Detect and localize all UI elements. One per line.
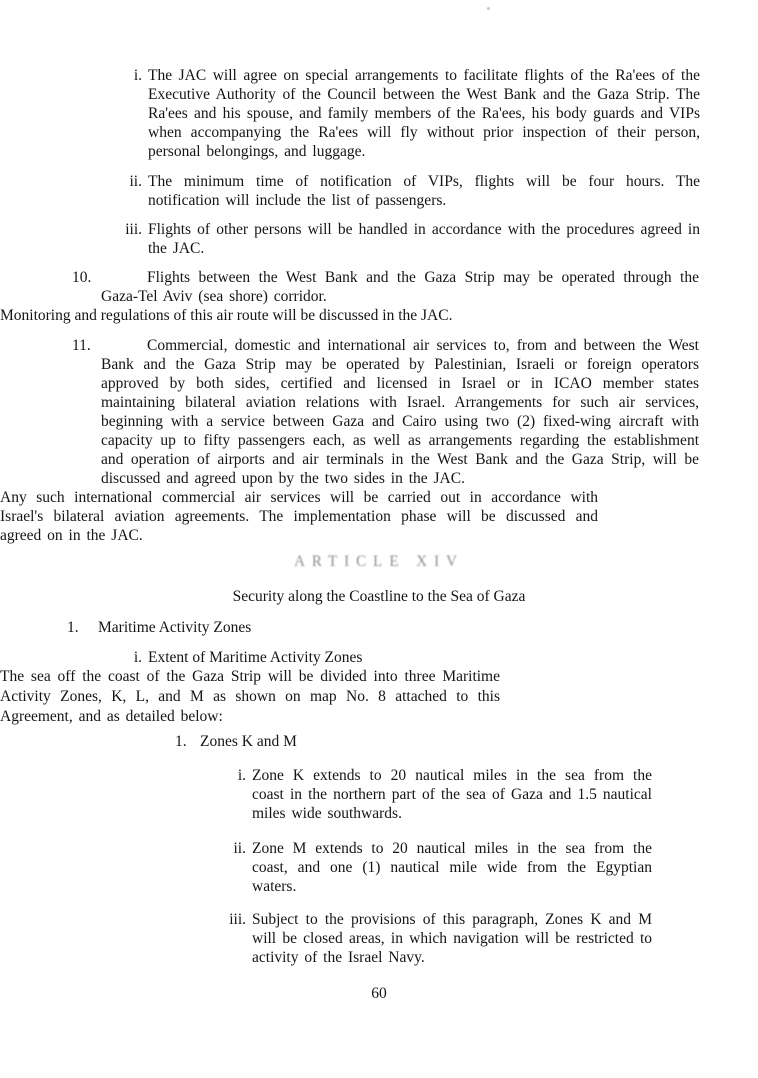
clause-11-text: Commercial, domestic and international air services to, from and between the West Bank and the Gaza Strip may be operated by Palestinian, Israeli or foreign operators approved by both sides, certified and licensed in Israel or in ICAO member states maintaining bilateral aviation relations with Israel. Arrangements for such air services, beginning with a service between Gaza and Cairo using two (2) fixed-wing aircraft with capacity up to fifty passengers each, as well as arrangements regarding the establishment and operation of airports and air terminals in the West Bank and the Gaza Strip, will be discussed and agreed upon by the two sides in the JAC.	[101, 337, 699, 487]
air-subclause-ii	[129, 172, 700, 210]
closed-areas-subclause	[229, 910, 652, 967]
air-subclause-ii-text: The minimum time of notification of VIPs, flights will be four hours. The notification will include the list of passengers.	[148, 173, 700, 209]
air-subclause-iii-text: Flights of other persons will be handled in accordance with the procedures agreed in the JAC.	[148, 221, 700, 257]
list-marker-iii: iii.	[125, 221, 142, 238]
zone-m-subclause	[233, 839, 652, 896]
closed-areas-marker: iii.	[229, 911, 246, 928]
article-title: Security along the Coastline to the Sea of Gaza	[232, 588, 526, 605]
zones-k-m-title: Zones K and M	[200, 733, 297, 750]
clause-10-text: Flights between the West Bank and the Gaza Strip may be operated through the Gaza-Tel Aviv (sea shore) corridor.	[101, 269, 699, 305]
clause-11-number: 11.	[72, 337, 91, 354]
extent-subclause	[133, 648, 700, 667]
extent-title: Extent of Maritime Activity Zones	[148, 649, 363, 666]
maritime-activity-zones-heading	[67, 618, 758, 637]
monitoring-note: Monitoring and regulations of this air route will be discussed in the JAC.	[0, 307, 453, 324]
international-services-note: Any such international commercial air services will be carried out in accordance with Israel's bilateral aviation agreements. The implementation phase will be discussed and agreed on in the JAC.	[0, 489, 598, 544]
article-xiv-faded-heading: ARTICLE XIV	[294, 553, 464, 571]
air-subclause-iii	[125, 220, 700, 258]
zones-k-m-heading	[175, 732, 758, 751]
clause-11	[72, 336, 699, 488]
zones-k-m-number: 1.	[175, 733, 187, 750]
maritime-intro-paragraph: The sea off the coast of the Gaza Strip will be divided into three Maritime Activity Zones, K, L, and M as shown on map No. 8 attached to this Agreement, and as detailed below:	[0, 668, 500, 725]
zone-m-marker: ii.	[233, 840, 246, 857]
air-subclause-i	[133, 66, 700, 161]
list-marker-ii: ii.	[129, 173, 142, 190]
list-marker-i: i.	[133, 67, 142, 84]
zone-k-text: Zone K extends to 20 nautical miles in the sea from the coast in the northern part of the sea of Gaza and 1.5 nautical miles wide southwards.	[252, 767, 652, 822]
page-number: 60	[371, 985, 387, 1002]
maritime-clause-title: Maritime Activity Zones	[98, 619, 252, 636]
extent-marker: i.	[133, 649, 142, 666]
scan-artifact-dot	[487, 7, 490, 10]
closed-areas-text: Subject to the provisions of this paragraph, Zones K and M will be closed areas, in which navigation will be restricted to activity of the Israel Navy.	[252, 911, 652, 966]
clause-10	[72, 268, 699, 306]
air-subclause-i-text: The JAC will agree on special arrangements to facilitate flights of the Ra'ees of the Executive Authority of the Council between the West Bank and the Gaza Strip. The Ra'ees and his spouse, and family members of the Ra'ees, his body guards and VIPs when accompanying the Ra'ees will fly without prior inspection of their person, personal belongings, and luggage.	[148, 67, 700, 160]
zone-k-marker: i.	[237, 767, 246, 784]
zone-k-subclause	[237, 766, 652, 823]
clause-10-number: 10.	[72, 269, 92, 286]
zone-m-text: Zone M extends to 20 nautical miles in the sea from the coast, and one (1) nautical mile wide from the Egyptian waters.	[252, 840, 652, 895]
maritime-clause-number: 1.	[67, 619, 79, 636]
